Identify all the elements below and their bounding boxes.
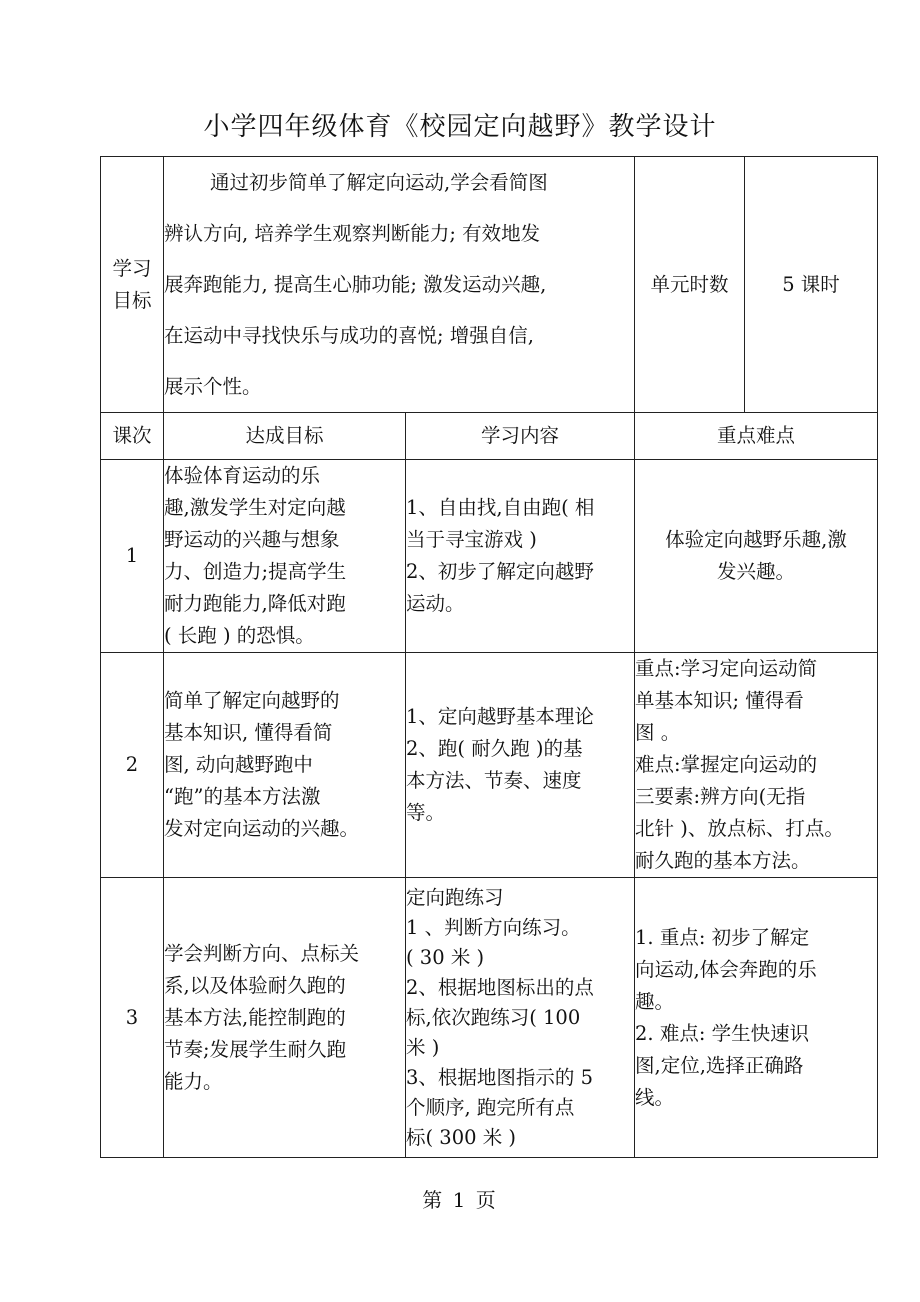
goal-row — [101, 157, 878, 413]
text-line: 本方法、节奏、速度 — [406, 769, 582, 792]
text-line: 三要素:辨方向(无指 — [635, 785, 806, 808]
lesson-number: 3 — [101, 878, 164, 1158]
text-line: 北针 )、放点标、打点。 — [635, 817, 844, 840]
unit-hours-value: 5 课时 — [745, 157, 878, 413]
text-line: 1、自由找,自由跑( 相 — [406, 496, 595, 519]
text-line: 图, 动向越野跑中 — [164, 753, 313, 776]
text-line: 展示个性。 — [164, 375, 262, 398]
lesson-content — [406, 653, 635, 878]
text-line: 重点:学习定向运动简 — [635, 657, 818, 680]
text-line: 发兴趣。 — [717, 560, 796, 583]
text-line: 展奔跑能力, 提高生心肺功能; 激发运动兴趣, — [164, 273, 547, 296]
header-key-points: 重点难点 — [635, 413, 878, 460]
unit-hours-label: 单元时数 — [635, 157, 745, 413]
text-line: 当于寻宝游戏 ) — [406, 528, 537, 551]
text-line: 体验体育运动的乐 — [164, 464, 321, 487]
text-line: 基本方法,能控制跑的 — [164, 1005, 346, 1029]
text-line: 1 、判断方向练习。 — [406, 915, 581, 939]
table-header-row — [101, 413, 878, 460]
lesson-plan-table — [100, 156, 878, 1158]
text-line: “跑”的基本方法激 — [164, 785, 321, 808]
text-line: 米 ) — [406, 1035, 440, 1059]
page-number: 第 1 页 — [422, 1188, 498, 1212]
lesson-number: 2 — [101, 653, 164, 878]
header-lesson: 课次 — [101, 413, 164, 460]
header-content: 学习内容 — [406, 413, 635, 460]
lesson-objective — [164, 653, 406, 878]
text-line: 2、初步了解定向越野 — [406, 560, 594, 583]
text-line: 向运动,体会奔跑的乐 — [635, 957, 817, 981]
text-line: 基本知识, 懂得看简 — [164, 721, 333, 744]
text-line: 2. 难点: 学生快速识 — [635, 1021, 810, 1045]
lesson-key-points — [635, 653, 878, 878]
text-line: 1、定向越野基本理论 — [406, 705, 594, 728]
text-line: 等。 — [406, 801, 446, 824]
text-line: 体验定向越野乐趣,激 — [665, 528, 847, 551]
text-line: 线。 — [635, 1085, 675, 1109]
text-line: 学会判断方向、点标关 — [164, 941, 360, 965]
text-line: 图,定位,选择正确路 — [635, 1053, 804, 1077]
text-line: 发对定向运动的兴趣。 — [164, 817, 360, 840]
text-line: 1. 重点: 初步了解定 — [635, 925, 810, 949]
text-line: ( 长跑 ) 的恐惧。 — [164, 624, 315, 647]
text-line: 难点:掌握定向运动的 — [635, 753, 818, 776]
text-line: 能力。 — [164, 1069, 223, 1093]
text-line: 标,依次跑练习( 100 — [406, 1005, 581, 1029]
text-line: ( 30 米 ) — [406, 945, 485, 969]
text-line: 2、跑( 耐久跑 )的基 — [406, 737, 583, 760]
table-row — [101, 460, 878, 653]
text-line: 单基本知识; 懂得看 — [635, 689, 804, 712]
text-line: 趣,激发学生对定向越 — [164, 496, 346, 519]
lesson-number: 1 — [101, 460, 164, 653]
text-line: 耐力跑能力,降低对跑 — [164, 592, 346, 615]
header-objective: 达成目标 — [164, 413, 406, 460]
text-line: 个顺序, 跑完所有点 — [406, 1095, 575, 1119]
text-line: 节奏;发展学生耐久跑 — [164, 1037, 347, 1061]
lesson-objective — [164, 878, 406, 1158]
text-line: 目标 — [112, 288, 152, 312]
text-line: 趣。 — [635, 989, 675, 1013]
goal-label — [101, 157, 164, 413]
document-title: 小学四年级体育《校园定向越野》教学设计 — [203, 112, 717, 142]
text-line: 力、创造力;提高学生 — [164, 560, 347, 583]
lesson-content — [406, 460, 635, 653]
text-line: 辨认方向, 培养学生观察判断能力; 有效地发 — [164, 222, 541, 245]
text-line: 标( 300 米 ) — [406, 1125, 517, 1149]
text-line: 定向跑练习 — [406, 885, 504, 909]
table-row — [101, 878, 878, 1158]
text-line: 3、根据地图指示的 5 — [406, 1065, 594, 1089]
text-line: 2、根据地图标出的点 — [406, 975, 594, 999]
text-line: 简单了解定向越野的 — [164, 689, 340, 712]
text-line: 运动。 — [406, 592, 465, 615]
lesson-key-points — [635, 460, 878, 653]
table-row — [101, 653, 878, 878]
lesson-objective — [164, 460, 406, 653]
lesson-content — [406, 878, 635, 1158]
text-line: 图 。 — [635, 721, 681, 744]
text-line: 在运动中寻找快乐与成功的喜悦; 增强自信, — [164, 324, 534, 347]
text-line: 系,以及体验耐久跑的 — [164, 973, 346, 997]
goal-text — [164, 157, 635, 413]
text-line: 学习 — [112, 256, 152, 280]
text-line: 野运动的兴趣与想象 — [164, 528, 340, 551]
lesson-key-points — [635, 878, 878, 1158]
text-line: 耐久跑的基本方法。 — [635, 849, 811, 872]
text-line: 通过初步简单了解定向运动,学会看简图 — [210, 171, 548, 194]
